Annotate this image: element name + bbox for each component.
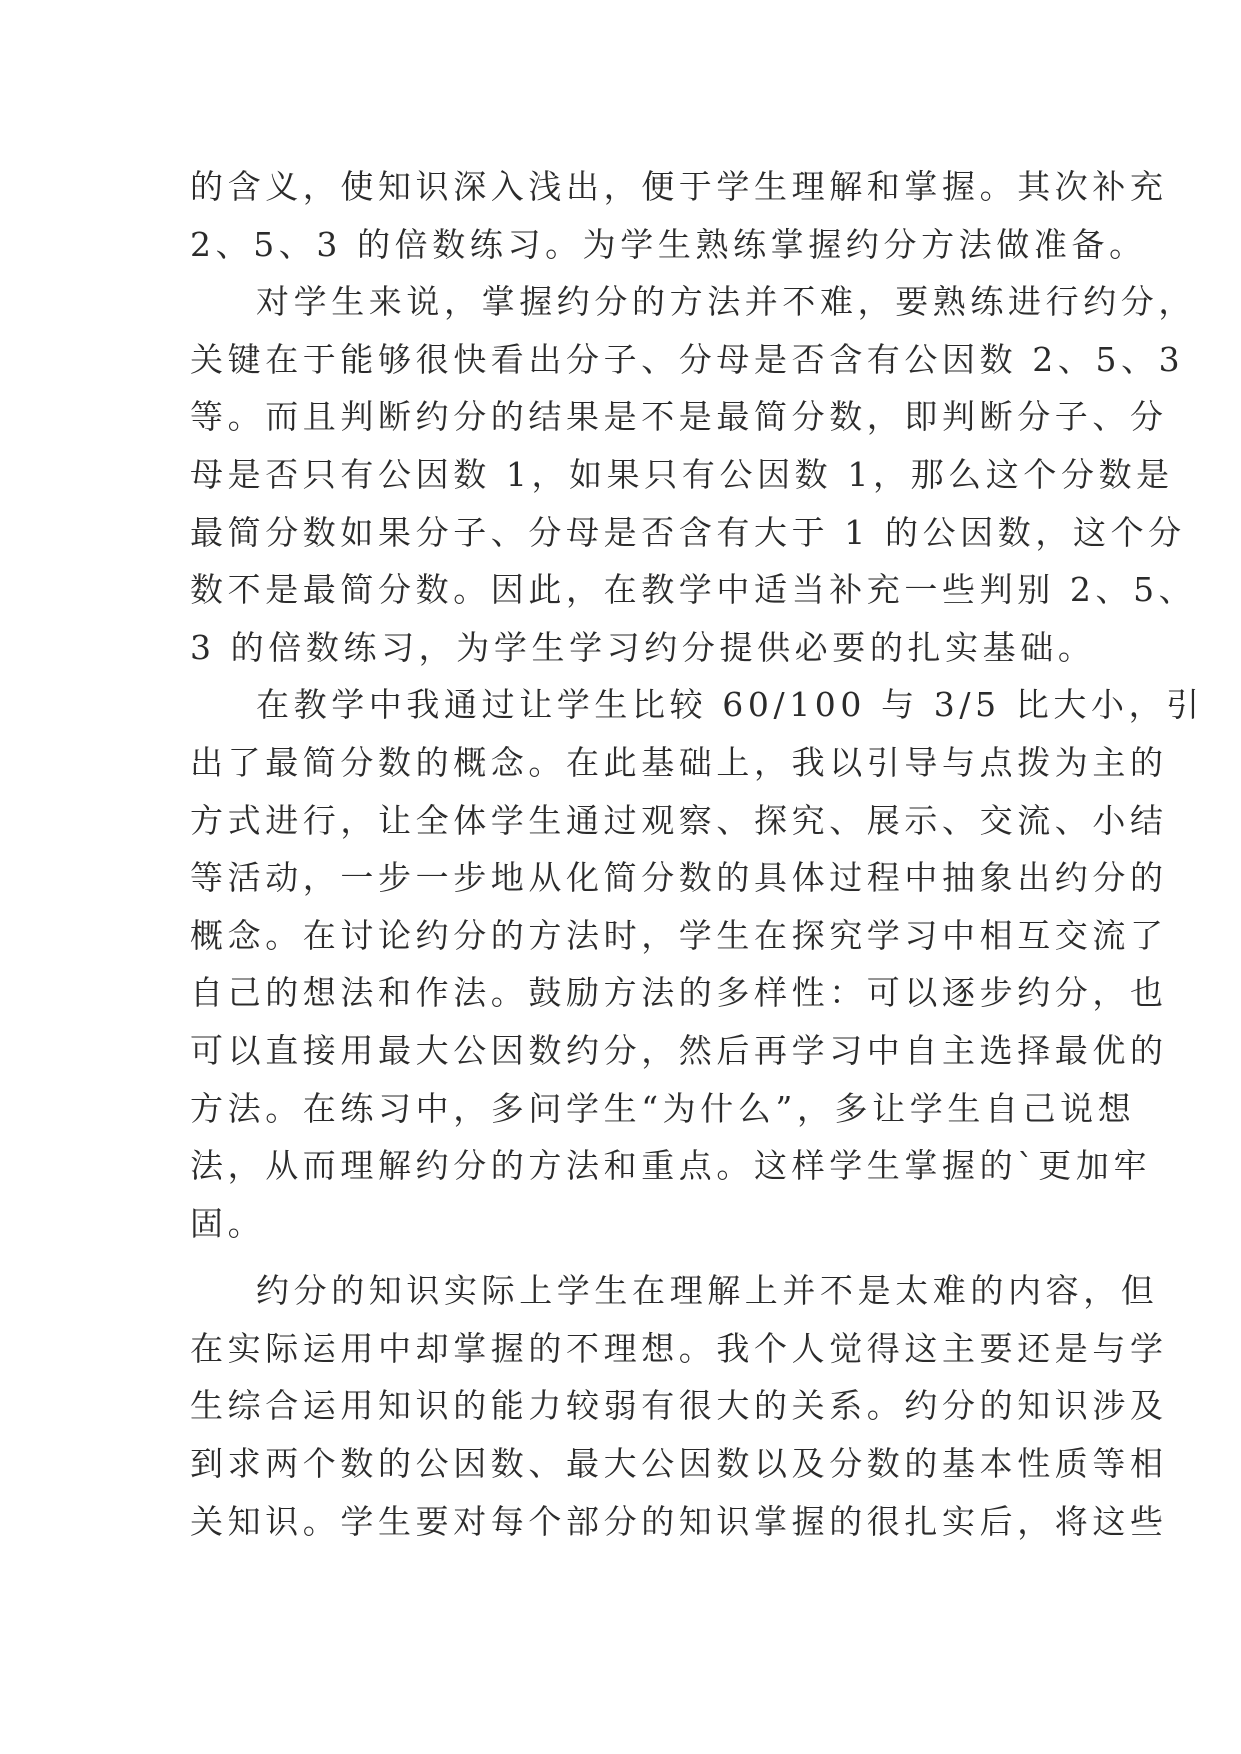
text-line: 等活动，一步一步地从化简分数的具体过程中抽象出约分的 (190, 858, 1168, 898)
text-line: 自己的想法和作法。鼓励方法的多样性：可以逐步约分，也 (190, 973, 1168, 1013)
text-line: 方式进行，让全体学生通过观察、探究、展示、交流、小结 (190, 800, 1168, 840)
text-line: 生综合运用知识的能力较弱有很大的关系。约分的知识涉及 (190, 1386, 1168, 1426)
text-line: 法，从而理解约分的方法和重点。这样学生掌握的`更加牢 (190, 1146, 1152, 1186)
text-line: 的含义，使知识深入浅出，便于学生理解和掌握。其次补充 (190, 167, 1168, 206)
text-line: 关知识。学生要对每个部分的知识掌握的很扎实后，将这些 (190, 1501, 1168, 1541)
text-line: 到求两个数的公因数、最大公因数以及分数的基本性质等相 (190, 1444, 1168, 1484)
text-line: 2、5、3 的倍数练习。为学生熟练掌握约分方法做准备。 (190, 224, 1147, 264)
text-line: 最简分数如果分子、分母是否含有大于 1 的公因数，这个分 (190, 512, 1186, 552)
text-line: 母是否只有公因数 1，如果只有公因数 1，那么这个分数是 (190, 454, 1174, 494)
text-line: 在实际运用中却掌握的不理想。我个人觉得这主要还是与学 (190, 1328, 1168, 1368)
paragraph-start-line: 在教学中我通过让学生比较 60/100 与 3/5 比大小，引 (256, 685, 1204, 725)
paragraph-start-line: 约分的知识实际上学生在理解上并不是太难的内容，但 (256, 1271, 1159, 1311)
text-line: 概念。在讨论约分的方法时，学生在探究学习中相互交流了 (190, 915, 1168, 955)
text-line: 3 的倍数练习，为学生学习约分提供必要的扎实基础。 (190, 627, 1096, 667)
text-line: 可以直接用最大公因数约分，然后再学习中自主选择最优的 (190, 1030, 1168, 1070)
text-line: 出了最简分数的概念。在此基础上，我以引导与点拨为主的 (190, 742, 1168, 782)
text-line: 关键在于能够很快看出分子、分母是否含有公因数 2、5、3 (190, 339, 1185, 379)
text-line: 固。 (190, 1203, 266, 1243)
text-line: 方法。在练习中，多问学生“为什么”，多让学生自己说想 (190, 1088, 1136, 1128)
text-line: 数不是最简分数。因此，在教学中适当补充一些判别 2、5、 (190, 570, 1197, 610)
text-line: 等。而且判断约分的结果是不是最简分数，即判断分子、分 (190, 397, 1168, 437)
body-text (190, 158, 1204, 1550)
paragraph-start-line: 对学生来说，掌握约分的方法并不难，要熟练进行约分， (256, 282, 1196, 322)
